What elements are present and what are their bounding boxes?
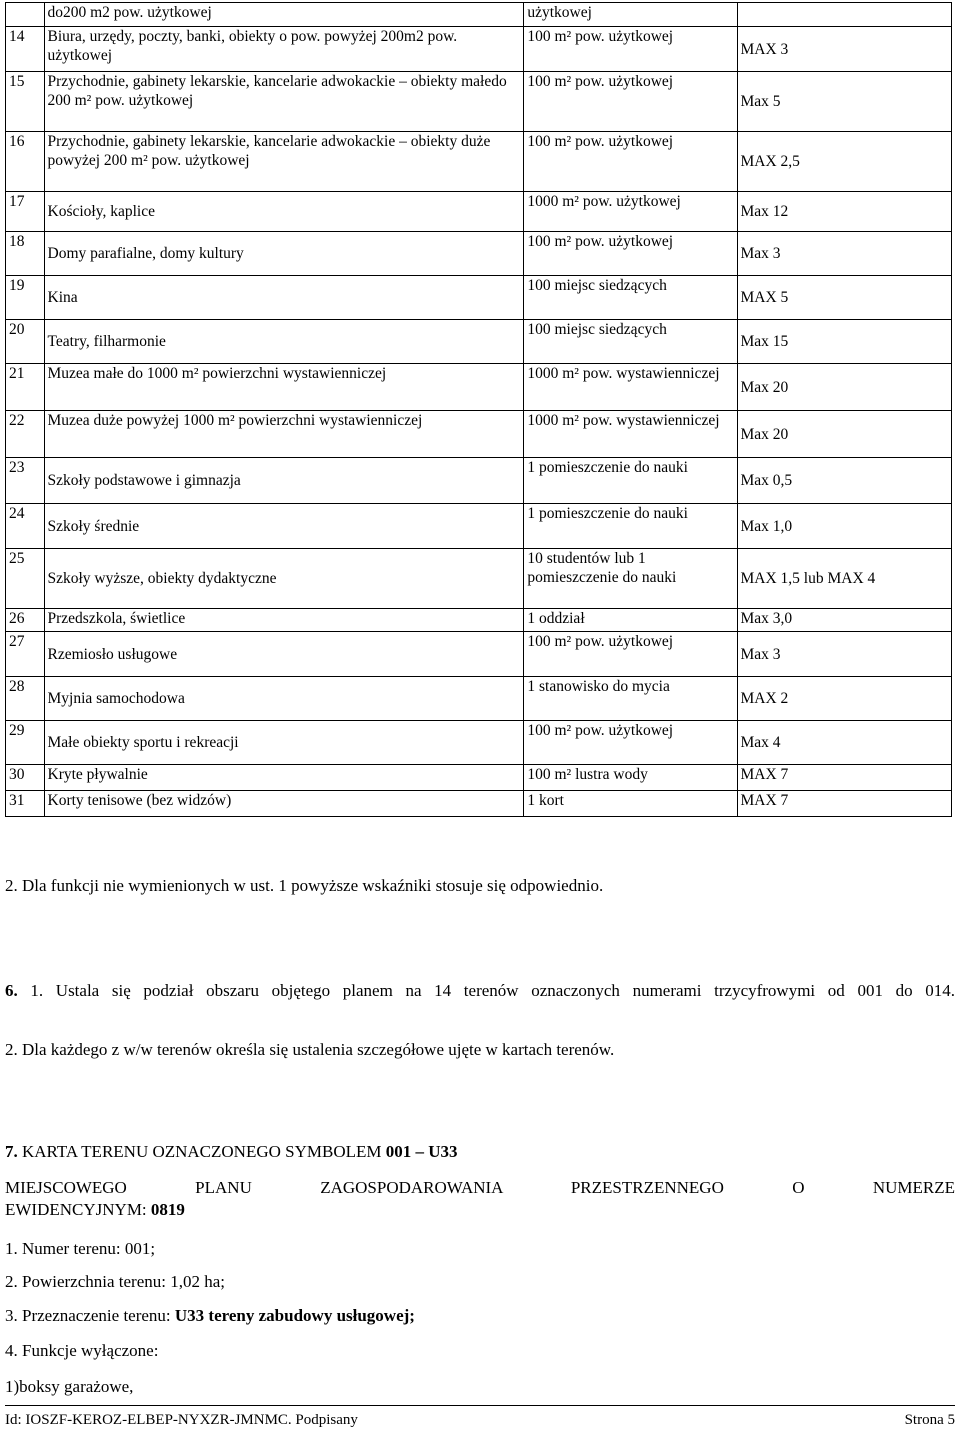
row-desc: Teatry, filharmonie xyxy=(44,320,524,364)
table-row xyxy=(6,504,952,549)
row-num: 14 xyxy=(6,27,45,72)
table-row xyxy=(6,765,952,791)
section-7-symbol: 001 – U33 xyxy=(385,1142,458,1161)
row-desc: Małe obiekty sportu i rekreacji xyxy=(44,721,524,765)
section-7-evid-line xyxy=(5,1199,185,1220)
row-unit: 10 studentów lub 1 pomieszczenie do nauki xyxy=(524,549,737,609)
row-norm: Max 12 xyxy=(737,192,952,232)
item-3 xyxy=(5,1305,415,1326)
row-desc: Kryte pływalnie xyxy=(44,765,524,791)
row-desc: Muzea duże powyżej 1000 m² powierzchni wystawienniczej xyxy=(44,411,524,458)
section-7-title xyxy=(5,1141,458,1162)
row-desc: Przychodnie, gabinety lekarskie, kancelarie adwokackie – obiekty duże powyżej 200 m² pow. użytkowej xyxy=(44,132,524,192)
row-num: 29 xyxy=(6,721,45,765)
item-2: 2. Powierzchnia terenu: 1,02 ha; xyxy=(5,1272,225,1291)
row-norm: MAX 1,5 lub MAX 4 xyxy=(737,549,952,609)
item-4: 4. Funkcje wyłączone: xyxy=(5,1341,159,1360)
row-desc: Muzea małe do 1000 m² powierzchni wystawienniczej xyxy=(44,364,524,411)
row-unit: 1000 m² pow. użytkowej xyxy=(524,192,737,232)
row-desc: Przychodnie, gabinety lekarskie, kancelarie adwokackie – obiekty małedo 200 m² pow. użytkowej xyxy=(44,72,524,132)
item-5: 1)boksy garażowe, xyxy=(5,1377,134,1396)
row-unit: 1 pomieszczenie do nauki xyxy=(524,458,737,504)
row-num: 18 xyxy=(6,232,45,276)
page-number: Strona 5 xyxy=(904,1412,955,1428)
row-unit: 100 miejsc siedzących xyxy=(524,320,737,364)
row-norm: Max 1,0 xyxy=(737,504,952,549)
row-unit: 100 m² pow. użytkowej xyxy=(524,721,737,765)
item-1: 1. Numer terenu: 001; xyxy=(5,1239,156,1258)
table-row xyxy=(6,549,952,609)
table-row xyxy=(6,192,952,232)
row-num: 16 xyxy=(6,132,45,192)
row-norm: MAX 5 xyxy=(737,276,952,320)
row-num: 22 xyxy=(6,411,45,458)
row-desc: Kościoły, kaplice xyxy=(44,192,524,232)
section-6-2: 2. Dla każdego z w/w terenów określa się ustalenia szczegółowe ujęte w kartach terenów. xyxy=(5,1040,615,1059)
section-6-number: 6. xyxy=(5,981,18,1000)
row-unit: 1 pomieszczenie do nauki xyxy=(524,504,737,549)
row-norm: Max 3,0 xyxy=(737,609,952,632)
row-num: 20 xyxy=(6,320,45,364)
row-unit: 100 m² pow. użytkowej xyxy=(524,72,737,132)
row-unit: 100 miejsc siedzących xyxy=(524,276,737,320)
row-norm: Max 0,5 xyxy=(737,458,952,504)
row-num: 31 xyxy=(6,791,45,817)
table-row xyxy=(6,276,952,320)
row-desc: Rzemiosło usługowe xyxy=(44,632,524,677)
row-unit: 1000 m² pow. wystawienniczej xyxy=(524,411,737,458)
row-norm: Max 3 xyxy=(737,632,952,677)
table-row xyxy=(6,632,952,677)
table-row xyxy=(6,27,952,72)
row-unit: 100 m² pow. użytkowej xyxy=(524,27,737,72)
table-row xyxy=(6,132,952,192)
row-unit: 1000 m² pow. wystawienniczej xyxy=(524,364,737,411)
row-norm: MAX 7 xyxy=(737,765,952,791)
row-norm: MAX 2,5 xyxy=(737,132,952,192)
row-norm: MAX 3 xyxy=(737,27,952,72)
row-desc: Biura, urzędy, poczty, banki, obiekty o pow. powyżej 200m2 pow. użytkowej xyxy=(44,27,524,72)
section-6-1 xyxy=(5,980,955,1002)
footer-divider xyxy=(5,1405,955,1406)
row-num: 19 xyxy=(6,276,45,320)
row-norm: Max 3 xyxy=(737,232,952,276)
row-unit: 100 m² pow. użytkowej xyxy=(524,232,737,276)
row-norm: Max 20 xyxy=(737,364,952,411)
row-desc: Szkoły podstawowe i gimnazja xyxy=(44,458,524,504)
row-desc: Szkoły średnie xyxy=(44,504,524,549)
table-row xyxy=(6,609,952,632)
row-norm xyxy=(737,3,952,27)
table-row xyxy=(6,320,952,364)
row-num: 15 xyxy=(6,72,45,132)
row-unit: 100 m² pow. użytkowej xyxy=(524,632,737,677)
paragraph-2: 2. Dla funkcji nie wymienionych w ust. 1 powyższe wskaźniki stosuje się odpowiednio. xyxy=(5,876,604,895)
row-norm: Max 5 xyxy=(737,72,952,132)
row-desc: Domy parafialne, domy kultury xyxy=(44,232,524,276)
document-id: Id: IOSZF-KEROZ-ELBEP-NYXZR-JMNMC. Podpisany xyxy=(5,1412,358,1428)
page-footer xyxy=(5,1412,955,1429)
row-desc: Szkoły wyższe, obiekty dydaktyczne xyxy=(44,549,524,609)
row-unit: użytkowej xyxy=(524,3,737,27)
table-row xyxy=(6,232,952,276)
section-7-title-text: KARTA TERENU OZNACZONEGO SYMBOLEM xyxy=(17,1142,386,1161)
row-unit: 100 m² lustra wody xyxy=(524,765,737,791)
row-unit: 1 stanowisko do mycia xyxy=(524,677,737,721)
parking-norms-table xyxy=(5,2,952,817)
table-row xyxy=(6,458,952,504)
row-norm: Max 15 xyxy=(737,320,952,364)
table-row xyxy=(6,364,952,411)
row-unit: 1 kort xyxy=(524,791,737,817)
evid-label: EWIDENCYJNYM: xyxy=(5,1200,151,1219)
table-body xyxy=(6,3,952,817)
section-6-1-text: 1. Ustala się podział obszaru objętego planem na 14 terenów oznaczonych numerami trzycyfrowymi od 001 do 014. xyxy=(17,981,955,1000)
row-num: 17 xyxy=(6,192,45,232)
row-unit: 100 m² pow. użytkowej xyxy=(524,132,737,192)
table-row xyxy=(6,411,952,458)
row-unit: 1 oddział xyxy=(524,609,737,632)
row-num: 21 xyxy=(6,364,45,411)
row-num: 23 xyxy=(6,458,45,504)
row-norm: Max 4 xyxy=(737,721,952,765)
section-7-plan-line: MIEJSCOWEGO PLANU ZAGOSPODAROWANIA PRZESTRZENNEGO O NUMERZE xyxy=(5,1178,955,1197)
table-row xyxy=(6,72,952,132)
row-num: 27 xyxy=(6,632,45,677)
row-num: 28 xyxy=(6,677,45,721)
table-row xyxy=(6,791,952,817)
row-num: 24 xyxy=(6,504,45,549)
row-norm: Max 20 xyxy=(737,411,952,458)
item-3-label: 3. Przeznaczenie terenu: xyxy=(5,1306,175,1325)
table-row xyxy=(6,3,952,27)
row-norm: MAX 7 xyxy=(737,791,952,817)
row-num: 30 xyxy=(6,765,45,791)
row-norm: MAX 2 xyxy=(737,677,952,721)
table-row xyxy=(6,677,952,721)
row-desc: Korty tenisowe (bez widzów) xyxy=(44,791,524,817)
row-num: 25 xyxy=(6,549,45,609)
row-desc: Myjnia samochodowa xyxy=(44,677,524,721)
row-desc: Kina xyxy=(44,276,524,320)
row-desc: Przedszkola, świetlice xyxy=(44,609,524,632)
section-7-number: 7. xyxy=(5,1142,18,1161)
row-num: 26 xyxy=(6,609,45,632)
evid-number: 0819 xyxy=(150,1200,185,1219)
item-3-value: U33 tereny zabudowy usługowej; xyxy=(174,1306,415,1325)
table-row xyxy=(6,721,952,765)
row-desc: do200 m2 pow. użytkowej xyxy=(44,3,524,27)
